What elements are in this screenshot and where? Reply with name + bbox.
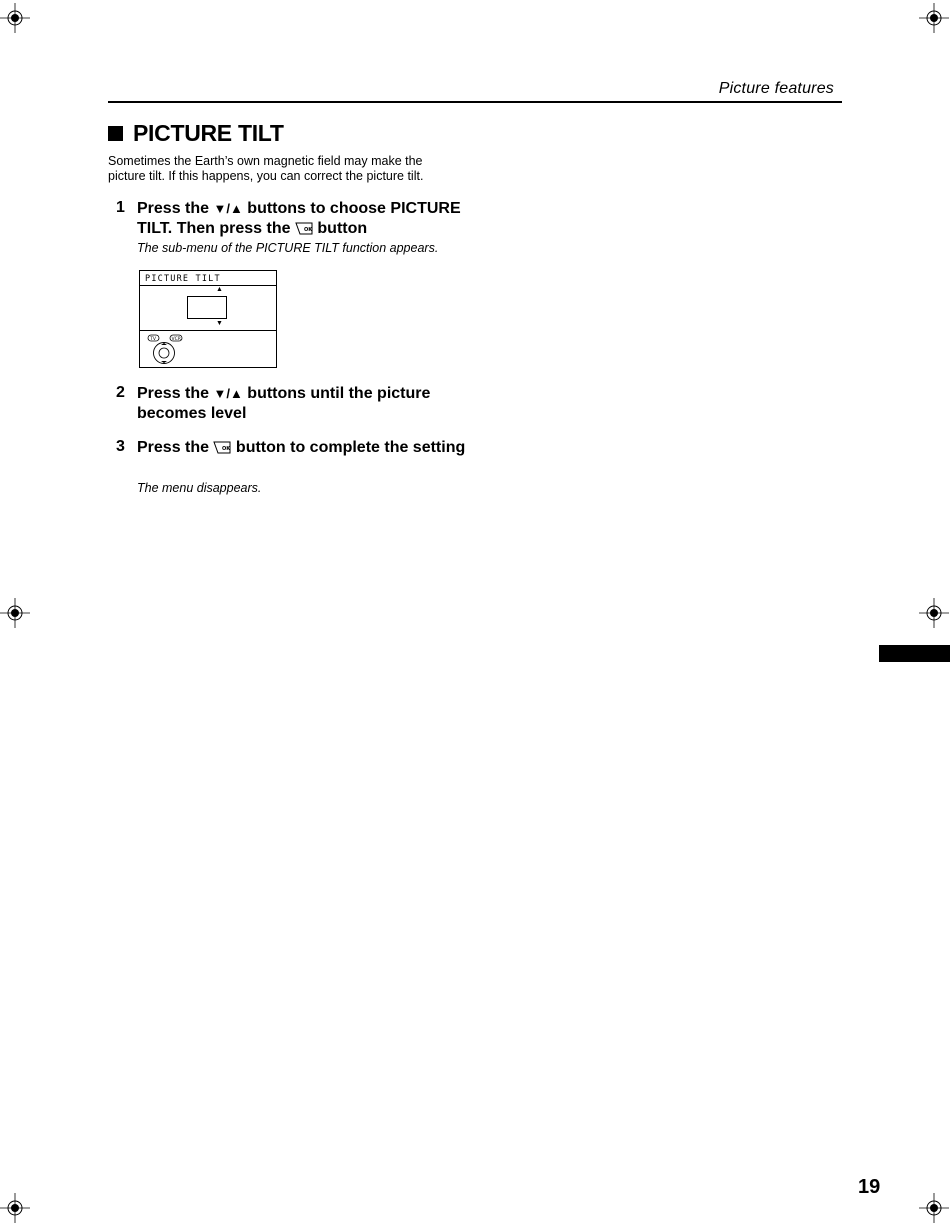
down-up-arrows-icon: ▼/▲: [213, 386, 243, 401]
running-header: Picture features: [718, 80, 834, 97]
step-text-part: button: [312, 219, 368, 237]
step-text-part: button to complete the setting: [231, 439, 466, 456]
step-text-part: Press the: [137, 439, 214, 456]
registration-mark-icon: [0, 1193, 30, 1223]
step-text-part: buttons to choose PICTURE TILT. Then press the: [137, 200, 461, 237]
step-note: The sub-menu of the PICTURE TILT function appears.: [137, 241, 439, 255]
registration-mark-icon: [919, 598, 949, 628]
chapter-tab: [879, 645, 950, 662]
header-rule: [108, 101, 842, 103]
menu-divider: [140, 330, 276, 331]
step-text: [137, 438, 467, 458]
step-text-part: Press the: [137, 385, 214, 402]
down-up-arrows-icon: ▼/▲: [213, 201, 243, 216]
intro-paragraph: Sometimes the Earth’s own magnetic field may make the picture tilt. If this happens, you can correct the picture tilt.: [108, 154, 424, 183]
menu-divider: [140, 285, 276, 286]
step-text: [137, 199, 467, 238]
up-arrow-icon: ▲: [216, 286, 223, 293]
down-arrow-icon: ▼: [216, 320, 223, 327]
section-title-text: PICTURE TILT: [133, 120, 284, 146]
remote-vcr-label: VCR: [171, 337, 181, 342]
step-note: The menu disappears.: [137, 481, 262, 495]
step-number: 1: [116, 199, 125, 216]
remote-tv-label: TV: [150, 337, 157, 342]
step-number: 3: [116, 438, 125, 455]
tilt-picture-frame: [187, 296, 227, 319]
registration-mark-icon: [919, 1193, 949, 1223]
bullet-square-icon: [108, 126, 123, 141]
step-number: 2: [116, 384, 125, 401]
menu-title: PICTURE TILT: [145, 274, 221, 284]
ok-button-icon: [213, 440, 231, 454]
step-text: [137, 384, 467, 423]
step-text-part: Press the: [137, 200, 214, 217]
registration-mark-icon: [919, 3, 949, 33]
registration-mark-icon: [0, 3, 30, 33]
step-text-part: buttons until the picture becomes level: [137, 385, 431, 422]
picture-tilt-menu-illustration: [139, 270, 277, 368]
svg-text:OK: OK: [303, 226, 313, 233]
registration-mark-icon: [0, 598, 30, 628]
page-number: 19: [858, 1176, 881, 1198]
svg-text:OK: OK: [222, 446, 231, 452]
ok-button-icon: [295, 221, 313, 235]
remote-dpad-icon: [146, 334, 186, 366]
section-title: [108, 120, 284, 147]
